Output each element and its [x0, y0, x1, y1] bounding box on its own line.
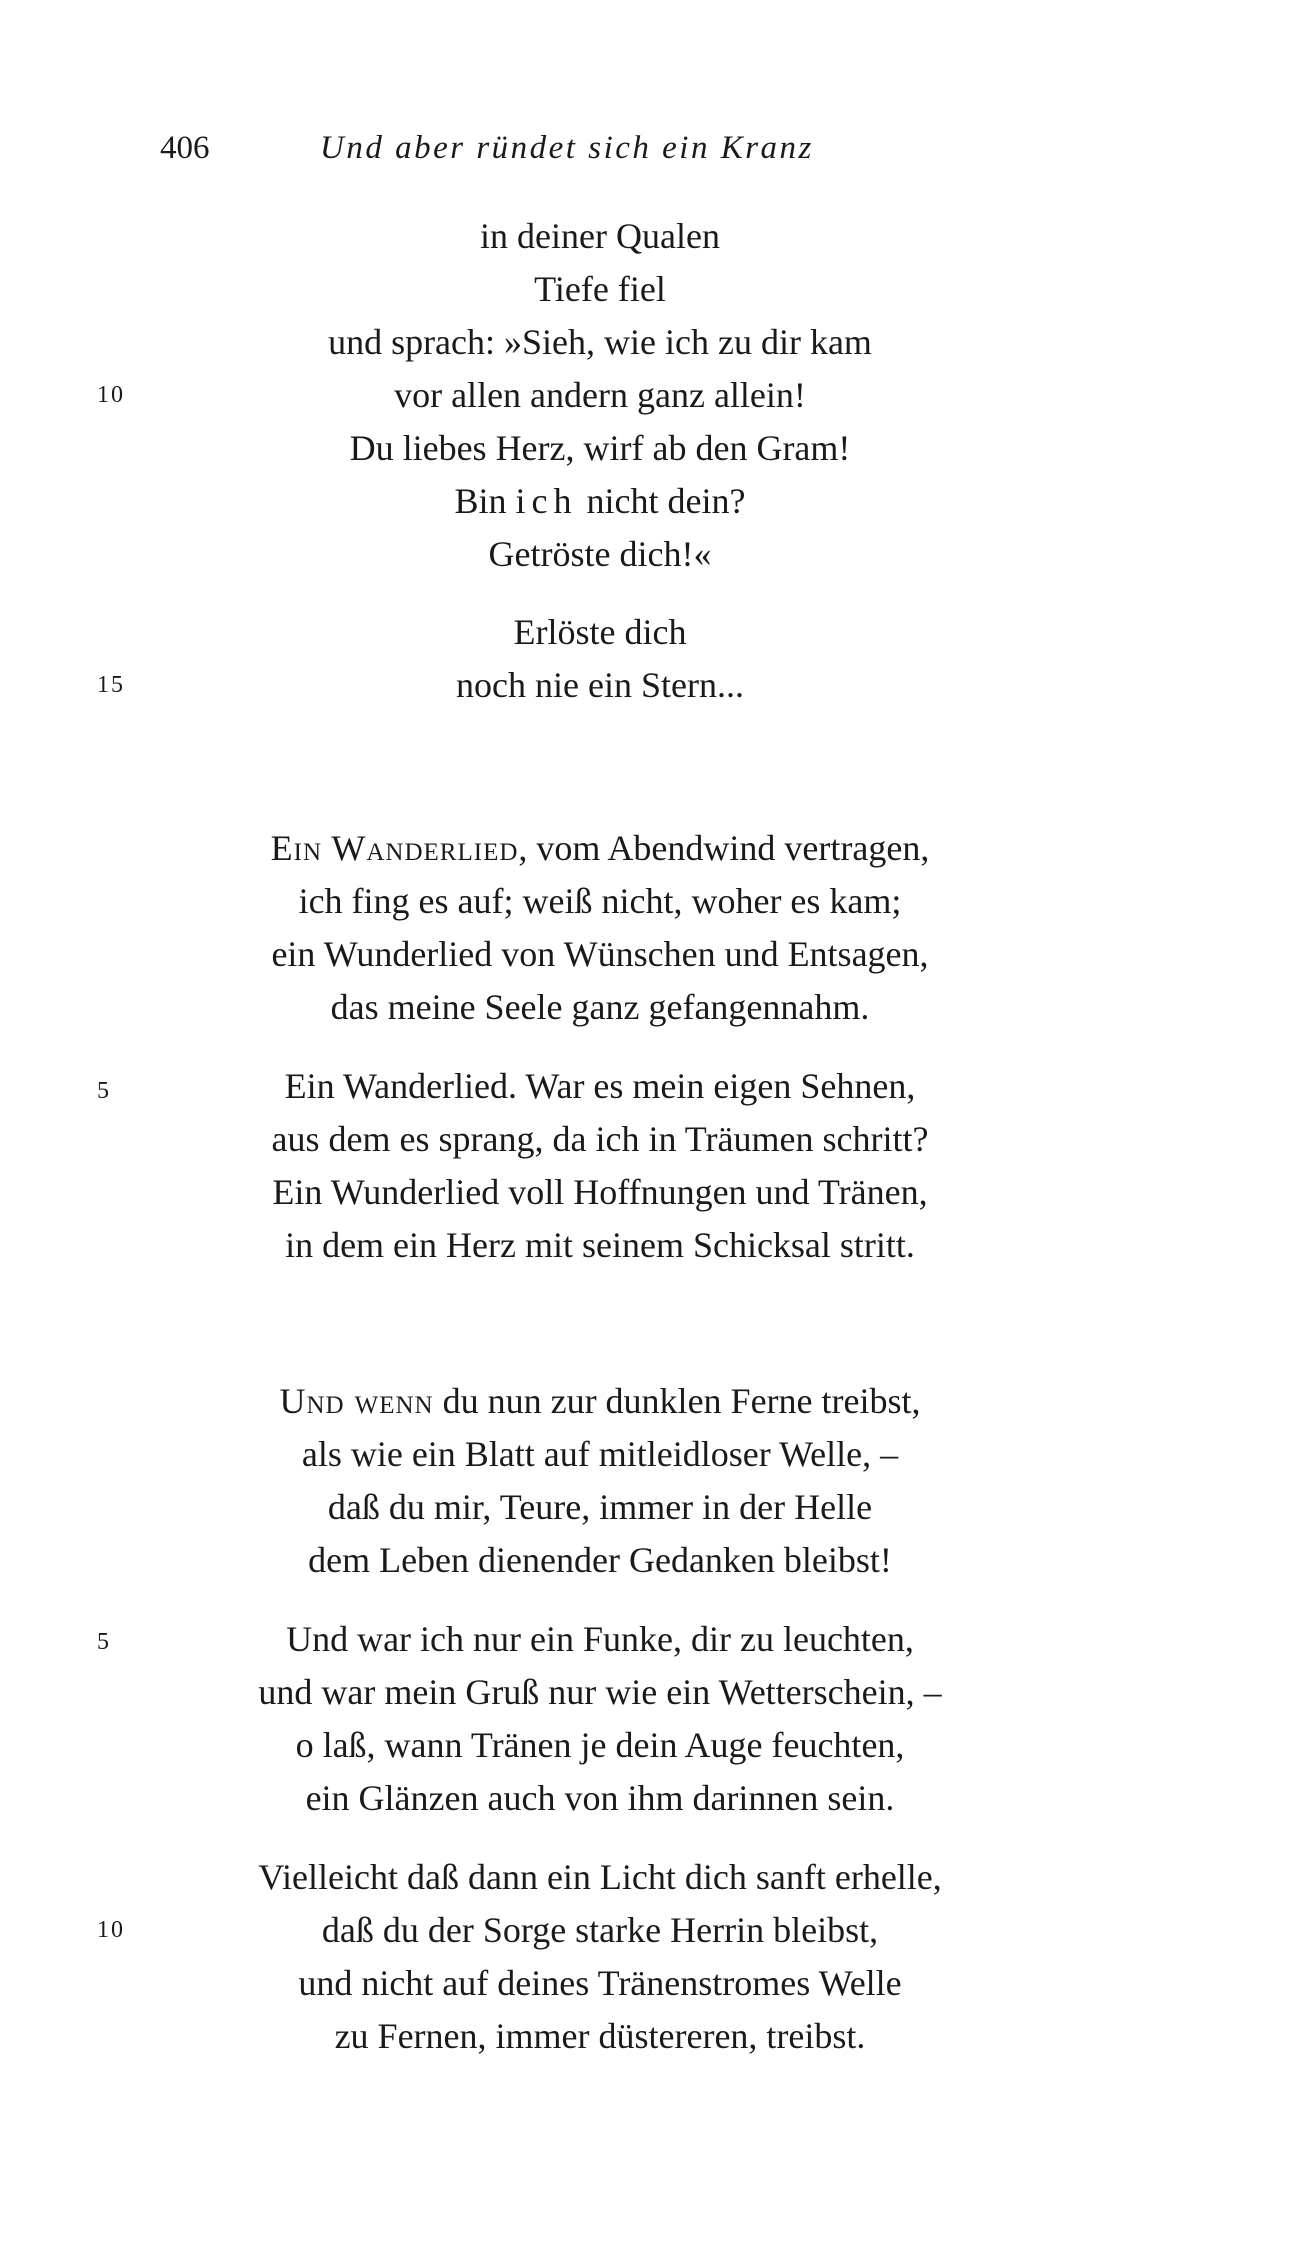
- line-number: 5: [97, 1078, 111, 1104]
- page-number: 406: [160, 130, 210, 166]
- verse-line: und nicht auf deines Tränenstromes Welle: [298, 1963, 902, 2003]
- verse-line: [150, 822, 1050, 874]
- running-header: [160, 128, 814, 168]
- verse-line: Du liebes Herz, wirf ab den Gram!: [349, 428, 851, 468]
- line-number: 5: [97, 1629, 111, 1655]
- verse-line: daß du der Sorge starke Herrin bleibst,: [321, 1910, 879, 1950]
- verse-line: in dem ein Herz mit seinem Schicksal stritt.: [285, 1225, 915, 1265]
- running-title: Und aber ründet sich ein Kranz: [320, 130, 814, 166]
- verse-fragment: du nun zur dunklen Ferne treibst,: [433, 1381, 921, 1421]
- verse-line: ein Glänzen auch von ihm darinnen sein.: [305, 1778, 895, 1818]
- verse-line: noch nie ein Stern...: [456, 665, 744, 705]
- verse-line: Und war ich nur ein Funke, dir zu leuchten,: [286, 1619, 914, 1659]
- verse-line: ein Wunderlied von Wünschen und Entsagen,: [271, 934, 929, 974]
- verse-line: dem Leben dienender Gedanken bleibst!: [308, 1540, 892, 1580]
- verse-line: Ein Wunderlied voll Hoffnungen und Tränen,: [272, 1172, 928, 1212]
- verse-line: [150, 475, 1050, 527]
- verse-line: [150, 1375, 1050, 1427]
- verse-line: in deiner Qualen: [480, 216, 720, 256]
- verse-fragment: , vom Abendwind vertragen,: [518, 828, 930, 868]
- verse-line: und sprach: »Sieh, wie ich zu dir kam: [328, 322, 872, 362]
- verse-line: als wie ein Blatt auf mitleidloser Welle, –: [301, 1434, 899, 1474]
- verse-line: Vielleicht daß dann ein Licht dich sanft erhelle,: [258, 1857, 942, 1897]
- opening-smallcaps: Ein Wanderlied: [270, 828, 519, 868]
- verse-line: zu Fernen, immer düstereren, treibst.: [334, 2016, 866, 2056]
- verse-line: Tiefe fiel: [534, 269, 666, 309]
- verse-line: o laß, wann Tränen je dein Auge feuchten,: [295, 1725, 905, 1765]
- emphasized-word: ich: [515, 481, 578, 521]
- line-number: 15: [97, 672, 125, 698]
- verse-line: Ein Wanderlied. War es mein eigen Sehnen,: [284, 1066, 916, 1106]
- opening-smallcaps: Und wenn: [279, 1381, 434, 1421]
- verse-line: das meine Seele ganz gefangennahm.: [330, 987, 870, 1027]
- verse-fragment: Bin: [454, 481, 507, 521]
- verse-line: vor allen andern ganz allein!: [394, 375, 806, 415]
- verse-line: ich fing es auf; weiß nicht, woher es kam;: [298, 881, 902, 921]
- verse-line: daß du mir, Teure, immer in der Helle: [327, 1487, 873, 1527]
- line-number: 10: [97, 1917, 125, 1943]
- line-number: 10: [97, 382, 125, 408]
- verse-line: und war mein Gruß nur wie ein Wetterschein, –: [258, 1672, 942, 1712]
- verse-line: aus dem es sprang, da ich in Träumen schritt?: [271, 1119, 929, 1159]
- verse-line: Getröste dich!«: [488, 534, 712, 574]
- verse-fragment: nicht dein?: [586, 481, 746, 521]
- verse-line: Erlöste dich: [513, 612, 687, 652]
